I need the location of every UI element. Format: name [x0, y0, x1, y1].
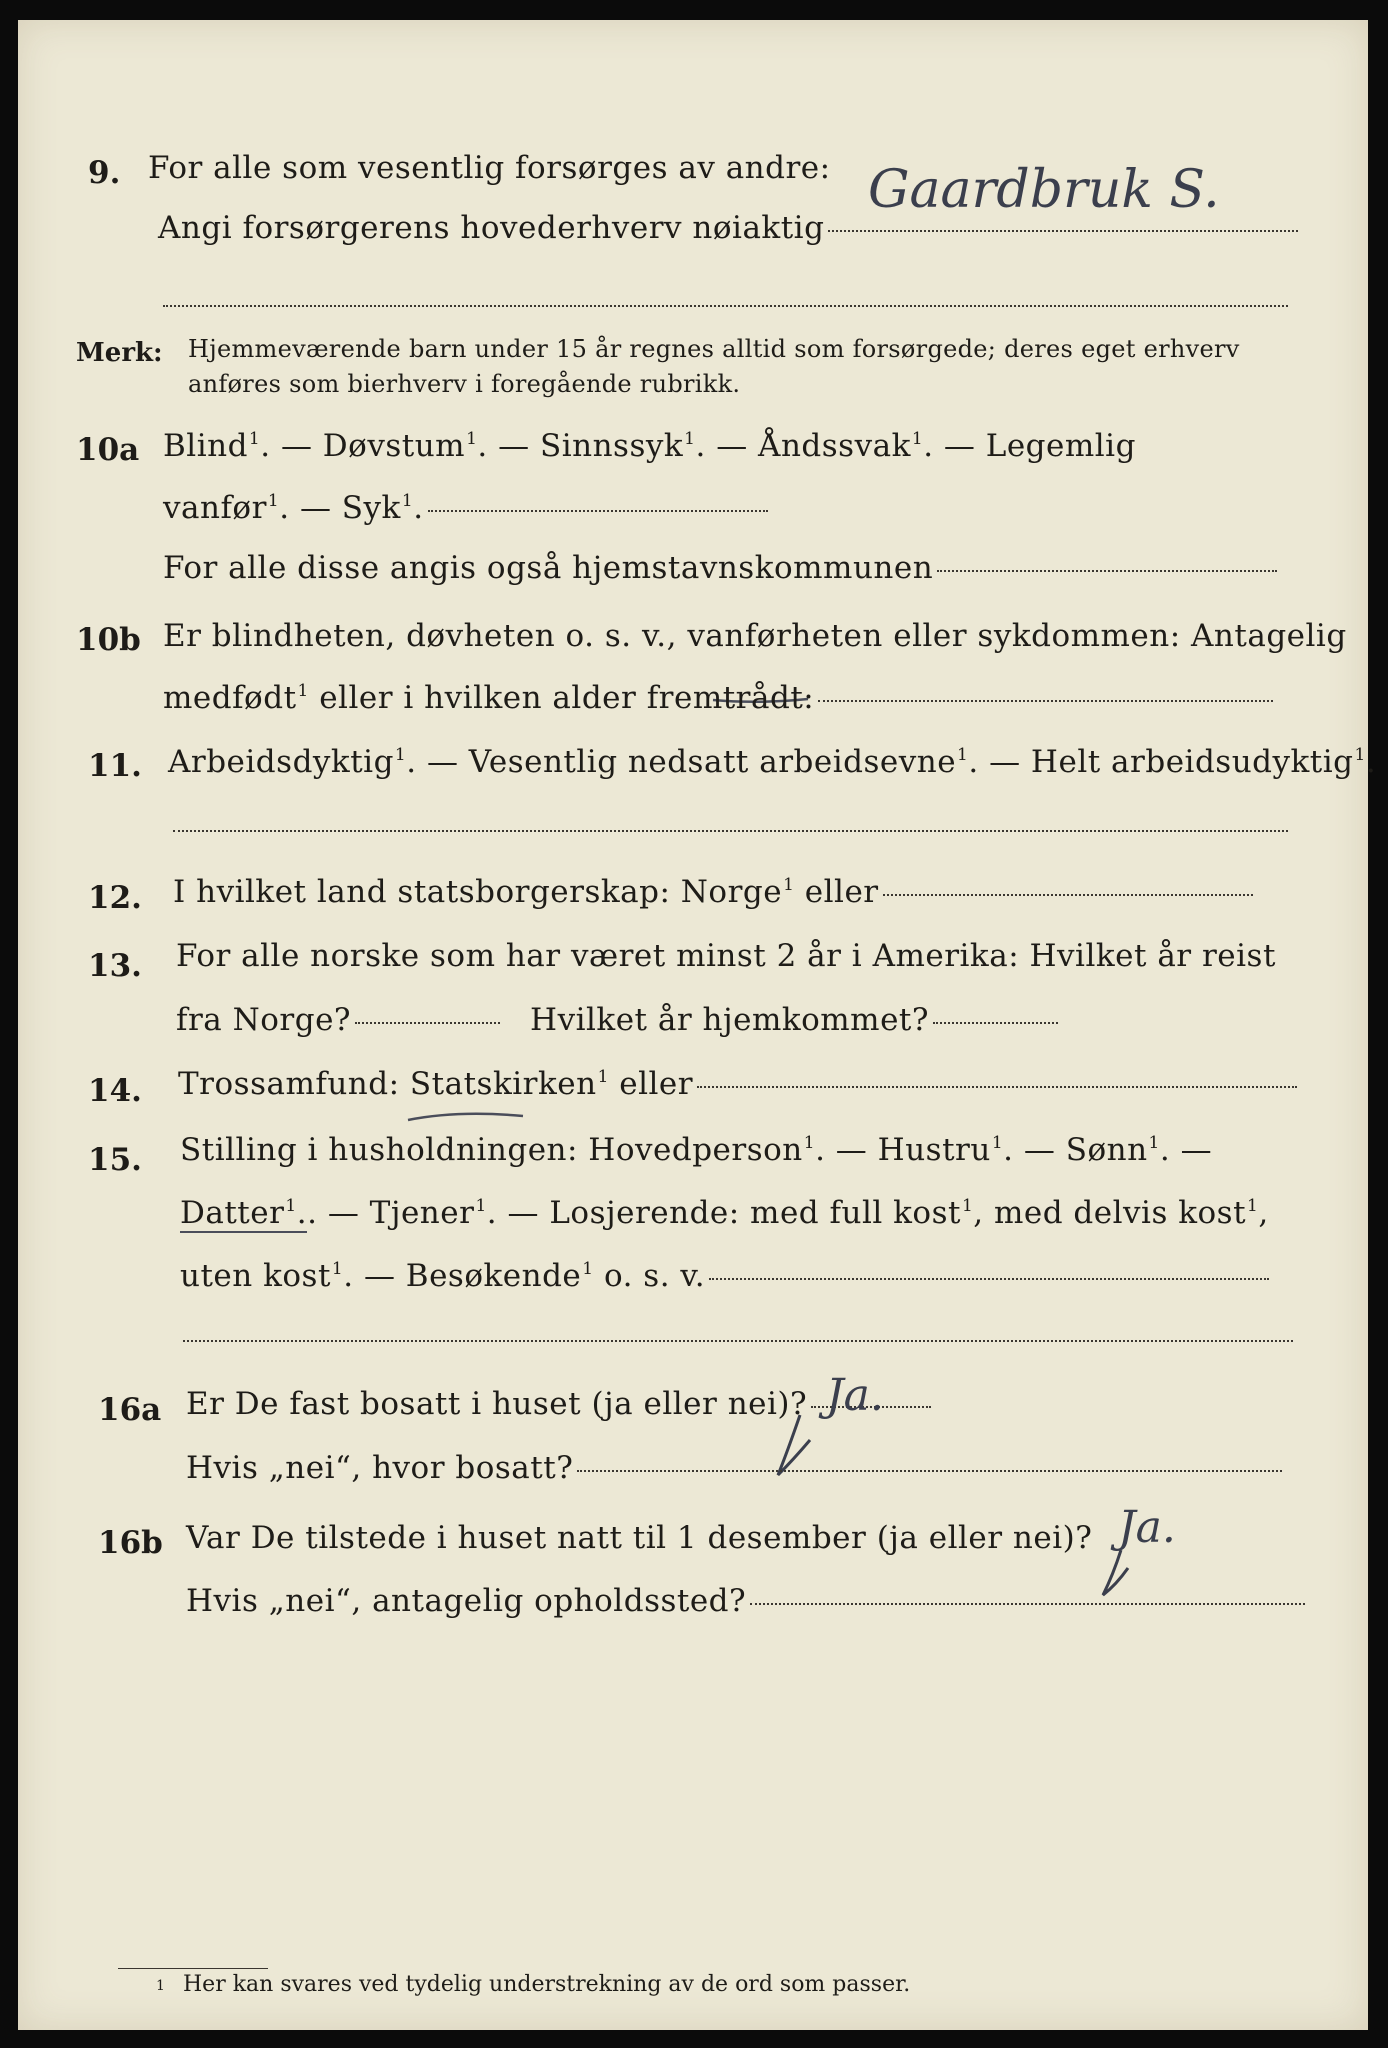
q11-extra-line [173, 830, 1288, 832]
q16b-line1: Var De tilstede i huset natt til 1 desember (ja eller nei)? [186, 1520, 1093, 1556]
q15-line2: Datter$^1$.. — Tjener$^1$. — Losjerende: med full kost$^1$, med delvis kost$^1$, [180, 1195, 1269, 1231]
q14-number: 14. [88, 1073, 142, 1109]
q10a-syk-line [428, 510, 768, 512]
q9-handwritten-answer: Gaardbruk S. [868, 160, 1220, 220]
q10b-answer-line [818, 700, 1273, 702]
q12-number: 12. [88, 880, 142, 916]
q14-answer-line [697, 1086, 1297, 1088]
q16b-handwritten-answer: Ja. [1118, 1502, 1176, 1553]
q9-line2-text: Angi forsørgerens hovederhverv nøiaktig [158, 210, 825, 246]
q13-reist-line [355, 1022, 500, 1024]
q16a-line1: Er De fast bosatt i huset (ja eller nei)? [186, 1386, 931, 1422]
q11-number: 11. [88, 748, 142, 784]
q9-extra-line [163, 305, 1288, 307]
q13-line2: fra Norge? Hvilket år hjemkommet? [176, 1002, 1058, 1038]
q15-line3: uten kost$^1$. — Besøkende$^1$ o. s. v. [180, 1258, 1269, 1294]
q13-number: 13. [88, 948, 142, 984]
q15-answer-line [709, 1278, 1269, 1280]
q10a-line2: vanfør$^1$. — Syk$^1$. [163, 490, 768, 526]
q10a-number: 10a [76, 432, 140, 468]
q10a-line3: For alle disse angis også hjemstavnskommunen [163, 550, 1277, 586]
q15-extra-line [183, 1340, 1293, 1342]
merk-label: Merk: [76, 338, 163, 368]
q16a-number: 16a [98, 1392, 162, 1428]
merk-line2: anføres som bierhverv i foregående rubrikk. [188, 370, 741, 398]
q13-line1: For alle norske som har været minst 2 år i Amerika: Hvilket år reist [176, 938, 1276, 974]
q16b-number: 16b [98, 1525, 163, 1561]
q9-line1: For alle som vesentlig forsørges av andre: [148, 150, 831, 186]
q9-line2 [158, 210, 1298, 246]
footnote-separator [118, 1968, 268, 1969]
q10b-number: 10b [76, 622, 141, 658]
q12-norge-option: Norge [680, 874, 783, 910]
q10a-hjemstavn-line [937, 570, 1277, 572]
q15-number: 15. [88, 1142, 142, 1178]
q10b-line2: medfødt$^1$ eller i hvilken alder fremtrådt: [163, 680, 1273, 716]
q16b-line2: Hvis „nei“, antagelig opholdssted? [186, 1583, 1305, 1619]
q16a-line2: Hvis „nei“, hvor bosatt? [186, 1450, 1282, 1486]
q12-line: I hvilket land statsborgerskap: Norge$^1$ eller [173, 874, 1253, 910]
footnote-mark: 1 [156, 1978, 165, 1994]
q16a-handwritten-answer: Ja. [826, 1370, 884, 1421]
q16a-bosatt-line [577, 1470, 1282, 1472]
merk-line1: Hjemmeværende barn under 15 år regnes alltid som forsørgede; deres eget erhverv [188, 335, 1240, 363]
q9-answer-line [828, 230, 1298, 232]
q13-hjemkommet-line [933, 1022, 1058, 1024]
q15-datter-option: Datter$^1$. [180, 1195, 308, 1231]
q11-line: Arbeidsdyktig$^1$. — Vesentlig nedsatt arbeidsevne$^1$. — Helt arbeidsudyktig$^1$. [168, 744, 1377, 780]
q16b-opholdssted-line [750, 1603, 1305, 1605]
q14-statskirken-option: Statskirken [409, 1066, 597, 1102]
q10a-line1: Blind$^1$. — Døvstum$^1$. — Sinnssyk$^1$. — Åndssvak$^1$. — Legemlig [163, 428, 1136, 464]
census-form-page [18, 20, 1377, 2030]
q14-line: Trossamfund: Statskirken$^1$ eller [178, 1066, 1297, 1102]
q9-number: 9. [88, 155, 121, 191]
q15-line1: Stilling i husholdningen: Hovedperson$^1$. — Hustru$^1$. — Sønn$^1$. — [180, 1132, 1213, 1168]
q10b-line1: Er blindheten, døvheten o. s. v., vanførheten eller sykdommen: Antagelig [163, 618, 1347, 654]
footnote-text: Her kan svares ved tydelig understrekning av de ord som passer. [183, 1972, 911, 1997]
q12-answer-line [883, 894, 1253, 896]
